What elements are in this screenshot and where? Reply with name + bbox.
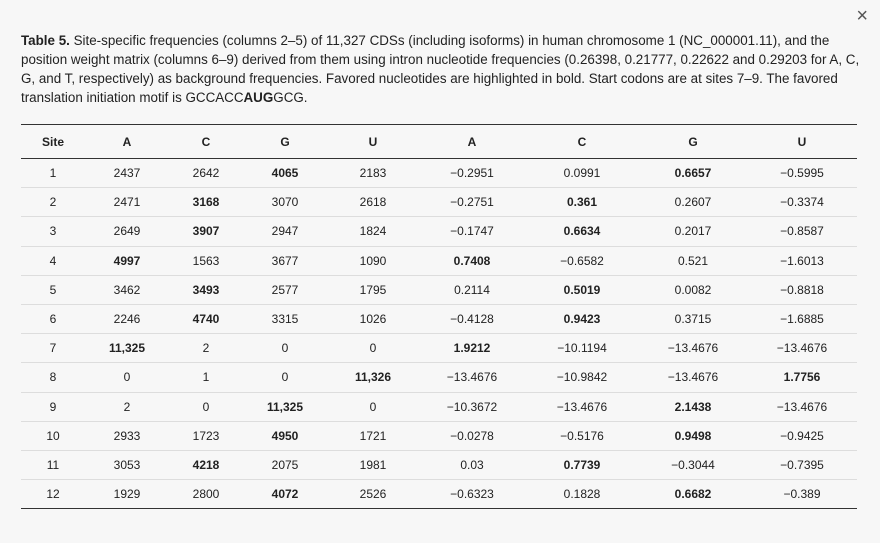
value-cell: 0.361 [525, 188, 639, 217]
site-cell: 3 [21, 217, 85, 246]
value-cell: 2075 [243, 450, 327, 479]
value-cell: −0.4128 [419, 304, 525, 333]
value-cell: −0.5995 [747, 159, 857, 188]
column-header: A [467, 134, 477, 149]
table-row [21, 188, 857, 217]
value-cell: 2246 [85, 304, 169, 333]
value-cell: 0.7739 [525, 450, 639, 479]
column-header: A [122, 134, 132, 149]
value-cell: 4997 [85, 246, 169, 275]
close-icon[interactable]: × [856, 5, 868, 27]
value-cell: −0.9425 [747, 421, 857, 450]
value-cell: −0.8818 [747, 275, 857, 304]
value-cell: −0.2951 [419, 159, 525, 188]
value-cell: 2933 [85, 421, 169, 450]
table-row [21, 392, 857, 421]
column-header: C [577, 134, 587, 149]
value-cell: 4950 [243, 421, 327, 450]
value-cell: 2800 [169, 480, 243, 509]
value-cell: 0.03 [419, 450, 525, 479]
site-cell: 10 [21, 421, 85, 450]
value-cell: 0.9498 [639, 421, 747, 450]
value-cell: 11,325 [85, 334, 169, 363]
value-cell: 0.5019 [525, 275, 639, 304]
frequency-table [21, 124, 857, 509]
value-cell: −10.9842 [525, 363, 639, 392]
value-cell: −13.4676 [747, 392, 857, 421]
column-header: U [797, 134, 807, 149]
value-cell: 0 [85, 363, 169, 392]
value-cell: 1026 [327, 304, 419, 333]
value-cell: −13.4676 [419, 363, 525, 392]
value-cell: 3053 [85, 450, 169, 479]
value-cell: 3070 [243, 188, 327, 217]
value-cell: −10.1194 [525, 334, 639, 363]
value-cell: −0.3374 [747, 188, 857, 217]
value-cell: 1090 [327, 246, 419, 275]
table-row [21, 304, 857, 333]
table-row [21, 159, 857, 188]
value-cell: −0.5176 [525, 421, 639, 450]
value-cell: −10.3672 [419, 392, 525, 421]
table-body [21, 159, 857, 509]
value-cell: 11,326 [327, 363, 419, 392]
value-cell: 4072 [243, 480, 327, 509]
value-cell: 0.2607 [639, 188, 747, 217]
column-header: Site [41, 134, 64, 149]
site-cell: 1 [21, 159, 85, 188]
site-cell: 6 [21, 304, 85, 333]
value-cell: 1981 [327, 450, 419, 479]
caption-label: Table 5. [21, 33, 70, 48]
value-cell: 3677 [243, 246, 327, 275]
value-cell: 1563 [169, 246, 243, 275]
value-cell: −13.4676 [525, 392, 639, 421]
value-cell: 2183 [327, 159, 419, 188]
value-cell: 2618 [327, 188, 419, 217]
value-cell: 2.1438 [639, 392, 747, 421]
table-row [21, 450, 857, 479]
value-cell: −0.0278 [419, 421, 525, 450]
value-cell: −13.4676 [639, 363, 747, 392]
value-cell: 0.7408 [419, 246, 525, 275]
value-cell: −13.4676 [639, 334, 747, 363]
table-row [21, 246, 857, 275]
value-cell: 1 [169, 363, 243, 392]
column-header: G [280, 134, 290, 149]
value-cell: 0.521 [639, 246, 747, 275]
value-cell: 3907 [169, 217, 243, 246]
table-row [21, 480, 857, 509]
value-cell: 0 [327, 392, 419, 421]
value-cell: 2649 [85, 217, 169, 246]
motif-start-codon: AUG [243, 90, 274, 105]
table-row [21, 363, 857, 392]
value-cell: 0 [243, 363, 327, 392]
value-cell: 0.0991 [525, 159, 639, 188]
column-header: C [201, 134, 211, 149]
value-cell: 2642 [169, 159, 243, 188]
value-cell: 0 [327, 334, 419, 363]
value-cell: 0 [169, 392, 243, 421]
value-cell: 4740 [169, 304, 243, 333]
table-row [21, 275, 857, 304]
value-cell: 3462 [85, 275, 169, 304]
value-cell: −13.4676 [747, 334, 857, 363]
value-cell: 0.6634 [525, 217, 639, 246]
value-cell: 0.6657 [639, 159, 747, 188]
value-cell: −0.6323 [419, 480, 525, 509]
value-cell: 3168 [169, 188, 243, 217]
value-cell: −0.389 [747, 480, 857, 509]
value-cell: 4218 [169, 450, 243, 479]
site-cell: 11 [21, 450, 85, 479]
value-cell: 1929 [85, 480, 169, 509]
value-cell: 1795 [327, 275, 419, 304]
value-cell: 1.9212 [419, 334, 525, 363]
value-cell: 0.9423 [525, 304, 639, 333]
value-cell: 0.6682 [639, 480, 747, 509]
table-row [21, 421, 857, 450]
site-cell: 4 [21, 246, 85, 275]
value-cell: 4065 [243, 159, 327, 188]
value-cell: 0.2017 [639, 217, 747, 246]
value-cell: 2 [169, 334, 243, 363]
table-row [21, 217, 857, 246]
value-cell: 2526 [327, 480, 419, 509]
value-cell: 1824 [327, 217, 419, 246]
caption-text: Site-specific frequencies (columns 2–5) of 11,327 CDSs (including isoforms) in human chromosome 1 (NC_000001.11), and the position weight matrix (columns 6–9) derived from them using intron nucleotide frequencies (0.26398, 0.21777, 0.22622 and 0.29203 for A, C, G, and T, respectively) as background frequencies. Favored nucleotides are highlighted in bold. Start codons are at sites 7–9. The favored translation initiation motif is [21, 33, 860, 105]
value-cell: 1721 [327, 421, 419, 450]
value-cell: 3493 [169, 275, 243, 304]
value-cell: 1.7756 [747, 363, 857, 392]
value-cell: −0.6582 [525, 246, 639, 275]
value-cell: −0.1747 [419, 217, 525, 246]
value-cell: 0.2114 [419, 275, 525, 304]
value-cell: −0.3044 [639, 450, 747, 479]
value-cell: 1723 [169, 421, 243, 450]
value-cell: −0.2751 [419, 188, 525, 217]
table-caption [21, 31, 861, 107]
site-cell: 12 [21, 480, 85, 509]
value-cell: −0.7395 [747, 450, 857, 479]
site-cell: 9 [21, 392, 85, 421]
column-header: G [688, 134, 698, 149]
site-cell: 2 [21, 188, 85, 217]
value-cell: 0.3715 [639, 304, 747, 333]
site-cell: 5 [21, 275, 85, 304]
site-cell: 8 [21, 363, 85, 392]
value-cell: −0.8587 [747, 217, 857, 246]
value-cell: 2 [85, 392, 169, 421]
value-cell: 0 [243, 334, 327, 363]
value-cell: 3315 [243, 304, 327, 333]
value-cell: 11,325 [243, 392, 327, 421]
table-row [21, 334, 857, 363]
value-cell: 2437 [85, 159, 169, 188]
value-cell: 0.1828 [525, 480, 639, 509]
value-cell: 0.0082 [639, 275, 747, 304]
value-cell: 2471 [85, 188, 169, 217]
motif-prefix: GCCACC [185, 90, 244, 105]
value-cell: 2577 [243, 275, 327, 304]
table-header-row [21, 125, 857, 159]
motif-suffix: GCG. [273, 90, 308, 105]
site-cell: 7 [21, 334, 85, 363]
value-cell: −1.6013 [747, 246, 857, 275]
value-cell: 2947 [243, 217, 327, 246]
value-cell: −1.6885 [747, 304, 857, 333]
column-header: U [368, 134, 378, 149]
